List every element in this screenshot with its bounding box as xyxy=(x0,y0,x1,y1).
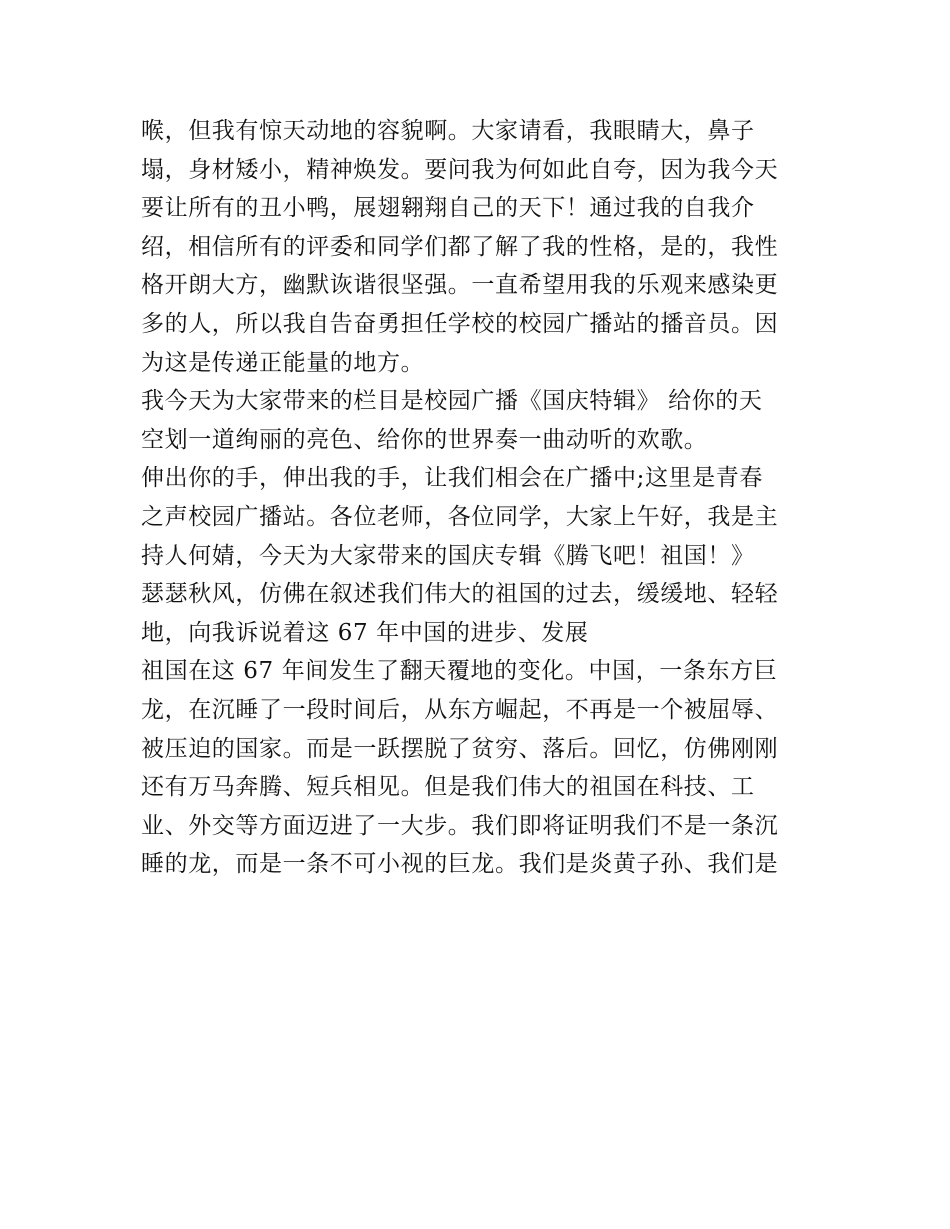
text-line: 睡的龙，而是一条不可小视的巨龙。我们是炎黄子孙、我们是 xyxy=(141,851,779,878)
document-body xyxy=(141,112,821,884)
text-line: 要让所有的丑小鸭，展翅翱翔自己的天下！通过我的自我介 xyxy=(141,195,755,222)
text-line: 瑟瑟秋风，仿佛在叙述我们伟大的祖国的过去，缓缓地、轻轻 xyxy=(141,581,779,608)
text-line: 为这是传递正能量的地方。 xyxy=(141,349,425,376)
text-line: 绍，相信所有的评委和同学们都了解了我的性格，是的，我性 xyxy=(141,233,779,260)
text-line: 喉，但我有惊天动地的容貌啊。大家请看，我眼睛大，鼻子 xyxy=(141,118,755,144)
text-line: 多的人，所以我自告奋勇担任学校的校园广播站的播音员。因 xyxy=(141,310,779,337)
text-line: 被压迫的国家。而是一跃摆脱了贫穷、落后。回忆，仿佛刚刚 xyxy=(141,735,779,762)
text-line: 业、外交等方面迈进了一大步。我们即将证明我们不是一条沉 xyxy=(141,812,779,839)
text-line: 伸出你的手，伸出我的手，让我们相会在广播中;这里是青春 xyxy=(141,465,763,492)
text-line: 之声校园广播站。各位老师，各位同学，大家上午好，我是主 xyxy=(141,503,779,530)
text-line: 持人何婧，今天为大家带来的国庆专辑《腾飞吧！祖国！》 xyxy=(141,542,755,569)
text-line: 还有万马奔腾、短兵相见。但是我们伟大的祖国在科技、工 xyxy=(141,774,755,801)
text-line: 空划一道绚丽的亮色、给你的世界奏一曲动听的欢歌。 xyxy=(141,426,708,453)
text-line: 祖国在这 67 年间发生了翻天覆地的变化。中国，一条东方巨 xyxy=(141,658,778,685)
text-line: 地，向我诉说着这 67 年中国的进步、发展 xyxy=(141,619,589,646)
text-line: 格开朗大方，幽默诙谐很坚强。一直希望用我的乐观来感染更 xyxy=(141,272,779,299)
text-line: 塌，身材矮小，精神焕发。要问我为何如此自夸，因为我今天 xyxy=(141,156,779,183)
text-line: 龙，在沉睡了一段时间后，从东方崛起，不再是一个被屈辱、 xyxy=(141,696,779,723)
text-line: 我今天为大家带来的栏目是校园广播《国庆特辑》 给你的天 xyxy=(141,388,763,415)
